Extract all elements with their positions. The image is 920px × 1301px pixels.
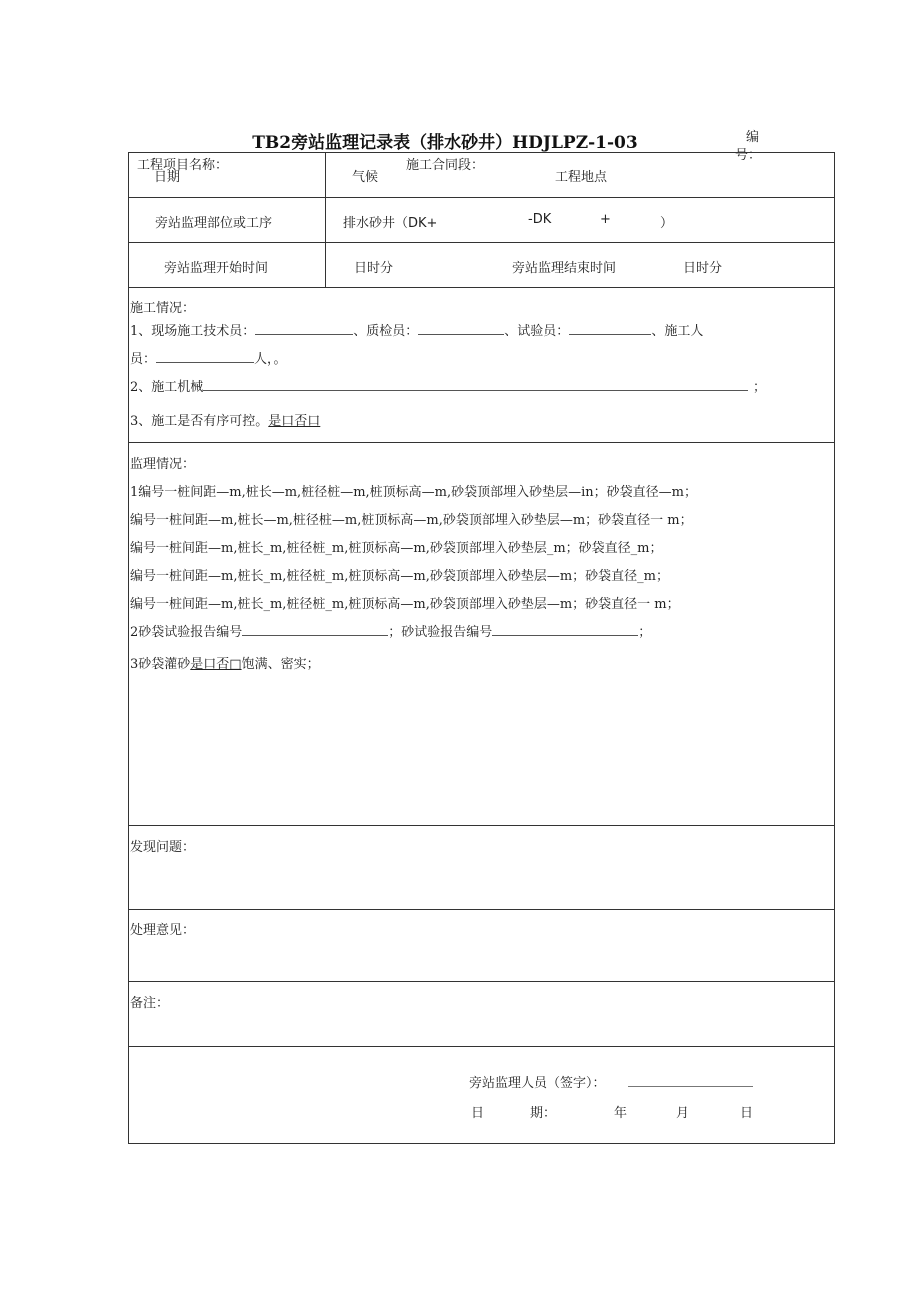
sandbag-report-blank (242, 623, 388, 636)
contract-section-label: 施工合同段： (406, 158, 485, 173)
sand-fill-result: 饱满、密实； (241, 657, 320, 672)
signature-label: 旁站监理人员（签字）： (469, 1076, 606, 1091)
position-end: -DK (528, 212, 552, 227)
construction-staff-line (130, 320, 703, 339)
tester-blank (569, 322, 651, 335)
machinery-label: 2、施工机械 (130, 380, 204, 395)
row-divider (128, 825, 835, 826)
pile-record-line: 编号一桩间距—m,桩长—m,桩径桩—m,桩顶标高—m,砂袋顶部埋入砂垫层—m；砂袋直径一 m； (130, 513, 693, 528)
row-divider (128, 197, 835, 198)
row-divider (128, 287, 835, 288)
report-line-end: ； (638, 625, 652, 640)
sand-report-blank (492, 623, 638, 636)
date-label-1: 日 (471, 1106, 485, 1121)
supervision-heading: 监理情况： (130, 457, 196, 472)
opinions-label: 处理意见： (130, 923, 196, 938)
workers-unit: 人，。 (254, 352, 287, 367)
month-label: 月 (676, 1106, 690, 1121)
number-label: 编 (746, 130, 760, 145)
row-divider (128, 442, 835, 443)
row-divider (128, 981, 835, 982)
date-label: 日期 (154, 170, 181, 185)
pile-record-line: 编号一桩间距—m,桩长_m,桩径桩_m,桩顶标高—m,砂袋顶部埋入砂垫层_m；砂袋直径_m； (130, 541, 663, 556)
row-divider (128, 242, 835, 243)
technician-label: 1、现场施工技术员： (130, 324, 256, 339)
sand-fill-line (130, 653, 320, 672)
start-time-value: 日时分 (354, 261, 394, 276)
date-label-2: 期： (530, 1106, 557, 1121)
machinery-end: ； (753, 380, 767, 395)
weather-label: 气候 (352, 170, 379, 185)
supervision-position-label: 旁站监理部位或工序 (155, 216, 273, 231)
workers-count-blank (156, 350, 254, 363)
table-border-top (128, 152, 835, 153)
inspector-label: 、质检员： (353, 324, 419, 339)
orderly-yes-no: 是口否口 (268, 414, 321, 429)
sand-fill-label: 3砂袋灌砂 (130, 657, 191, 672)
orderly-line (130, 410, 320, 429)
row-divider (128, 1046, 835, 1047)
sandbag-report-label: 2砂袋试验报告编号 (130, 625, 243, 640)
project-location-label: 工程地点 (555, 170, 608, 185)
row-divider (128, 909, 835, 910)
tester-label: 、试验员： (504, 324, 570, 339)
column-divider (325, 152, 326, 287)
construction-heading: 施工情况： (130, 301, 196, 316)
pile-record-line: 1编号一桩间距—m,桩长—m,桩径桩—m,桩顶标高—m,砂袋顶部埋入砂垫层—in；砂袋直径—m； (130, 485, 697, 500)
sand-report-label: ；砂试验报告编号 (388, 625, 493, 640)
page-title: TB2旁站监理记录表（排水砂井）HDJLPZ-1-03 (252, 133, 638, 153)
machinery-line (130, 376, 748, 395)
table-border-right (834, 152, 835, 1143)
table-border-left (128, 152, 129, 1143)
workers-label-cont: 员： (130, 352, 157, 367)
year-label: 年 (614, 1106, 628, 1121)
technician-blank (255, 322, 353, 335)
table-border-bottom (128, 1143, 835, 1144)
signature-blank (628, 1086, 753, 1087)
problems-label: 发现问题： (130, 840, 196, 855)
number-label-suffix: 号： (735, 148, 762, 163)
pile-record-line: 编号一桩间距—m,桩长_m,桩径桩_m,桩顶标高—m,砂袋顶部埋入砂垫层—m；砂袋直径_m； (130, 569, 669, 584)
machinery-blank (203, 378, 748, 391)
end-time-value: 日时分 (683, 261, 723, 276)
position-start: 排水砂井（DK+ (343, 216, 438, 231)
day-label: 日 (740, 1106, 754, 1121)
workers-label: 、施工人 (651, 324, 704, 339)
orderly-label: 3、施工是否有序可控。 (130, 414, 269, 429)
project-name-label: 工程项目名称： (137, 158, 229, 173)
end-time-label: 旁站监理结束时间 (512, 261, 617, 276)
test-report-line (130, 621, 651, 640)
construction-workers-line (130, 348, 287, 367)
pile-record-line: 编号一桩间距—m,桩长_m,桩径桩_m,桩顶标高—m,砂袋顶部埋入砂垫层—m；砂袋直径一 m； (130, 597, 680, 612)
inspector-blank (418, 322, 504, 335)
position-close: ） (660, 216, 674, 231)
start-time-label: 旁站监理开始时间 (164, 261, 269, 276)
remarks-label: 备注： (130, 996, 170, 1011)
position-plus: + (600, 212, 611, 227)
sand-fill-yes-no: 是口否□ (190, 657, 242, 672)
